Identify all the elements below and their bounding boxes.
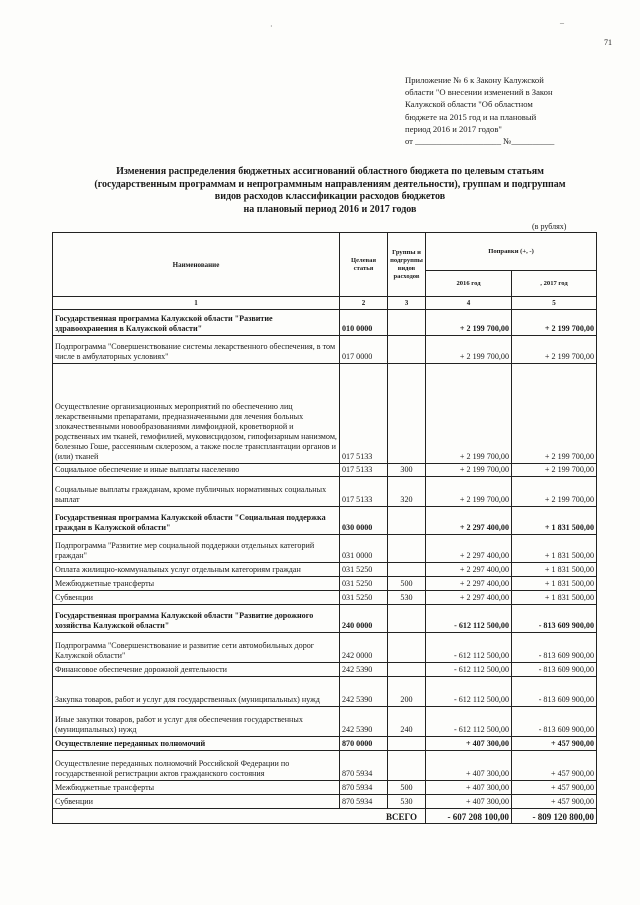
row-name: Иные закупки товаров, работ и услуг для обеспечения государственных (муниципальных) нужд bbox=[53, 707, 340, 737]
row-target-code: 242 5390 bbox=[340, 663, 388, 677]
row-target-code: 031 0000 bbox=[340, 535, 388, 563]
row-target-code: 242 5390 bbox=[340, 707, 388, 737]
row-amount-2016: - 612 112 500,00 bbox=[426, 663, 512, 677]
row-amount-2017: + 1 831 500,00 bbox=[512, 535, 597, 563]
row-name: Финансовое обеспечение дорожной деятельности bbox=[53, 663, 340, 677]
row-name: Закупка товаров, работ и услуг для государственных (муниципальных) нужд bbox=[53, 677, 340, 707]
row-target-code: 017 5133 bbox=[340, 477, 388, 507]
row-target-code: 031 5250 bbox=[340, 577, 388, 591]
table-row bbox=[53, 507, 597, 535]
row-expense-group: 300 bbox=[388, 464, 426, 477]
row-amount-2016: + 2 199 700,00 bbox=[426, 464, 512, 477]
row-amount-2017: + 1 831 500,00 bbox=[512, 563, 597, 577]
row-target-code: 017 0000 bbox=[340, 336, 388, 364]
total-label: ВСЕГО bbox=[53, 809, 426, 824]
row-amount-2016: - 612 112 500,00 bbox=[426, 605, 512, 633]
row-expense-group: 530 bbox=[388, 795, 426, 809]
row-amount-2017: + 2 199 700,00 bbox=[512, 464, 597, 477]
table-row bbox=[53, 591, 597, 605]
col-number: 3 bbox=[388, 297, 426, 310]
table-row bbox=[53, 605, 597, 633]
col-number: 2 bbox=[340, 297, 388, 310]
row-amount-2017: + 2 199 700,00 bbox=[512, 310, 597, 336]
row-amount-2016: + 407 300,00 bbox=[426, 751, 512, 781]
row-name: Субвенции bbox=[53, 591, 340, 605]
row-amount-2016: + 2 199 700,00 bbox=[426, 310, 512, 336]
title-line: Изменения распределения бюджетных ассигнований областного бюджета по целевым статьям bbox=[116, 166, 544, 177]
row-amount-2017: - 813 609 900,00 bbox=[512, 663, 597, 677]
title-line: видов расходов классификации расходов бюджетов bbox=[214, 191, 446, 203]
row-expense-group bbox=[388, 507, 426, 535]
row-expense-group bbox=[388, 751, 426, 781]
row-expense-group bbox=[388, 535, 426, 563]
header-2016: 2016 год bbox=[426, 271, 512, 297]
row-target-code: 242 5390 bbox=[340, 677, 388, 707]
row-amount-2017: + 2 199 700,00 bbox=[512, 477, 597, 507]
row-amount-2016: + 2 297 400,00 bbox=[426, 507, 512, 535]
row-amount-2016: - 612 112 500,00 bbox=[426, 707, 512, 737]
table-row bbox=[53, 577, 597, 591]
row-amount-2017: - 813 609 900,00 bbox=[512, 605, 597, 633]
row-expense-group bbox=[388, 336, 426, 364]
title-line: (государственным программам и непрограммным направлениям деятельности), группам и подгруппам bbox=[94, 178, 566, 190]
row-name: Социальное обеспечение и иные выплаты населению bbox=[53, 464, 340, 477]
header-target: Целевая статья bbox=[340, 233, 388, 297]
row-amount-2017: + 457 900,00 bbox=[512, 781, 597, 795]
row-amount-2017: + 457 900,00 bbox=[512, 751, 597, 781]
table-row bbox=[53, 336, 597, 364]
title-line: на плановый период 2016 и 2017 годов bbox=[243, 203, 417, 215]
row-amount-2016: + 407 300,00 bbox=[426, 737, 512, 751]
table-row bbox=[53, 535, 597, 563]
row-target-code: 031 5250 bbox=[340, 563, 388, 577]
table-row bbox=[53, 364, 597, 464]
row-expense-group: 200 bbox=[388, 677, 426, 707]
col-number: 1 bbox=[53, 297, 340, 310]
row-amount-2017: - 813 609 900,00 bbox=[512, 633, 597, 663]
row-amount-2017: + 2 199 700,00 bbox=[512, 364, 597, 464]
row-target-code: 017 5133 bbox=[340, 364, 388, 464]
row-target-code: 870 5934 bbox=[340, 751, 388, 781]
row-expense-group bbox=[388, 633, 426, 663]
row-name: Осуществление переданных полномочий Российской Федерации по государственной регистрации актов гражданского состояния bbox=[53, 751, 340, 781]
table-row bbox=[53, 310, 597, 336]
table-row bbox=[53, 477, 597, 507]
row-target-code: 870 5934 bbox=[340, 795, 388, 809]
total-2016: - 607 208 100,00 bbox=[426, 809, 512, 824]
annex-line: области "О внесении изменений в Закон bbox=[405, 87, 553, 98]
total-row bbox=[53, 809, 597, 824]
row-target-code: 010 0000 bbox=[340, 310, 388, 336]
col-number: 5 bbox=[512, 297, 597, 310]
row-expense-group: 500 bbox=[388, 781, 426, 795]
header-groups: Группы и подгруппы видов расходов bbox=[388, 233, 426, 297]
document-title bbox=[40, 166, 620, 216]
row-name: Межбюджетные трансферты bbox=[53, 577, 340, 591]
units-label: (в рублях) bbox=[532, 222, 567, 231]
table-row bbox=[53, 663, 597, 677]
row-expense-group: 320 bbox=[388, 477, 426, 507]
row-name: Межбюджетные трансферты bbox=[53, 781, 340, 795]
table-row bbox=[53, 677, 597, 707]
row-expense-group bbox=[388, 663, 426, 677]
table-row bbox=[53, 707, 597, 737]
scan-mark: – bbox=[560, 18, 564, 27]
col-number: 4 bbox=[426, 297, 512, 310]
row-name: Социальные выплаты гражданам, кроме публичных нормативных социальных выплат bbox=[53, 477, 340, 507]
table-row bbox=[53, 751, 597, 781]
annex-line: период 2016 и 2017 годов" bbox=[405, 123, 502, 134]
row-amount-2016: + 407 300,00 bbox=[426, 795, 512, 809]
row-amount-2017: + 457 900,00 bbox=[512, 795, 597, 809]
header-name: Наименование bbox=[53, 233, 340, 297]
row-name: Подпрограмма "Совершенствование и развитие сети автомобильных дорог Калужской области" bbox=[53, 633, 340, 663]
row-target-code: 870 0000 bbox=[340, 737, 388, 751]
scan-mark: · bbox=[270, 22, 273, 31]
row-target-code: 030 0000 bbox=[340, 507, 388, 535]
row-expense-group bbox=[388, 605, 426, 633]
row-amount-2017: + 457 900,00 bbox=[512, 737, 597, 751]
table-row bbox=[53, 781, 597, 795]
annex-line: Калужской области "Об областном bbox=[405, 99, 533, 110]
row-name: Оплата жилищно-коммунальных услуг отдельным категориям граждан bbox=[53, 563, 340, 577]
row-name: Государственная программа Калужской области "Развитие здравоохранения в Калужской области" bbox=[53, 310, 340, 336]
row-target-code: 242 0000 bbox=[340, 633, 388, 663]
table-row bbox=[53, 563, 597, 577]
row-name: Осуществление переданных полномочий bbox=[53, 737, 340, 751]
row-amount-2016: + 2 199 700,00 bbox=[426, 477, 512, 507]
row-amount-2016: + 2 297 400,00 bbox=[426, 563, 512, 577]
row-expense-group bbox=[388, 310, 426, 336]
row-amount-2017: + 1 831 500,00 bbox=[512, 507, 597, 535]
row-amount-2016: - 612 112 500,00 bbox=[426, 633, 512, 663]
table-row bbox=[53, 464, 597, 477]
page-number: 71 bbox=[604, 38, 612, 47]
row-amount-2016: + 407 300,00 bbox=[426, 781, 512, 795]
row-name: Осуществление организационных мероприятий по обеспечению лиц лекарственными препаратами, предназначенными для лечения больных злокачественными новообразованиями лимфоидной, кроветворной и родственных им тканей, гемофилией, муковисцидозом, гипофизарным нанизмом, болезнью Гоше, рассеянным склерозом, а также после трансплантации органов и (или) тканей bbox=[53, 364, 340, 464]
row-name: Подпрограмма "Совершенствование системы лекарственного обеспечения, в том числе в амбулаторных условиях" bbox=[53, 336, 340, 364]
total-2017: - 809 120 800,00 bbox=[512, 809, 597, 824]
row-expense-group bbox=[388, 737, 426, 751]
header-amendments: Поправки (+, -) bbox=[426, 233, 597, 271]
row-name: Государственная программа Калужской области "Развитие дорожного хозяйства Калужской области" bbox=[53, 605, 340, 633]
header-2017: , 2017 год bbox=[512, 271, 597, 297]
annex-line: Приложение № 6 к Закону Калужской bbox=[405, 75, 544, 85]
row-amount-2017: + 2 199 700,00 bbox=[512, 336, 597, 364]
row-amount-2017: - 813 609 900,00 bbox=[512, 677, 597, 707]
table-row bbox=[53, 795, 597, 809]
row-amount-2016: + 2 199 700,00 bbox=[426, 336, 512, 364]
row-name: Государственная программа Калужской области "Социальная поддержка граждан в Калужской области" bbox=[53, 507, 340, 535]
row-target-code: 240 0000 bbox=[340, 605, 388, 633]
row-amount-2017: + 1 831 500,00 bbox=[512, 591, 597, 605]
row-expense-group: 500 bbox=[388, 577, 426, 591]
row-target-code: 031 5250 bbox=[340, 591, 388, 605]
annex-line: от ____________________ №__________ bbox=[405, 136, 555, 147]
row-amount-2016: + 2 297 400,00 bbox=[426, 577, 512, 591]
row-target-code: 017 5133 bbox=[340, 464, 388, 477]
row-name: Субвенции bbox=[53, 795, 340, 809]
row-expense-group: 530 bbox=[388, 591, 426, 605]
row-amount-2016: + 2 297 400,00 bbox=[426, 591, 512, 605]
row-expense-group: 240 bbox=[388, 707, 426, 737]
row-amount-2017: + 1 831 500,00 bbox=[512, 577, 597, 591]
annex-note bbox=[405, 74, 615, 147]
row-target-code: 870 5934 bbox=[340, 781, 388, 795]
row-amount-2016: - 612 112 500,00 bbox=[426, 677, 512, 707]
table-row bbox=[53, 737, 597, 751]
row-expense-group bbox=[388, 364, 426, 464]
table-row bbox=[53, 633, 597, 663]
row-name: Подпрограмма "Развитие мер социальной поддержки отдельных категорий граждан" bbox=[53, 535, 340, 563]
row-amount-2016: + 2 297 400,00 bbox=[426, 535, 512, 563]
budget-table bbox=[52, 232, 597, 824]
annex-line: бюджете на 2015 год и на плановый bbox=[405, 111, 537, 122]
row-amount-2017: - 813 609 900,00 bbox=[512, 707, 597, 737]
row-amount-2016: + 2 199 700,00 bbox=[426, 364, 512, 464]
row-expense-group bbox=[388, 563, 426, 577]
